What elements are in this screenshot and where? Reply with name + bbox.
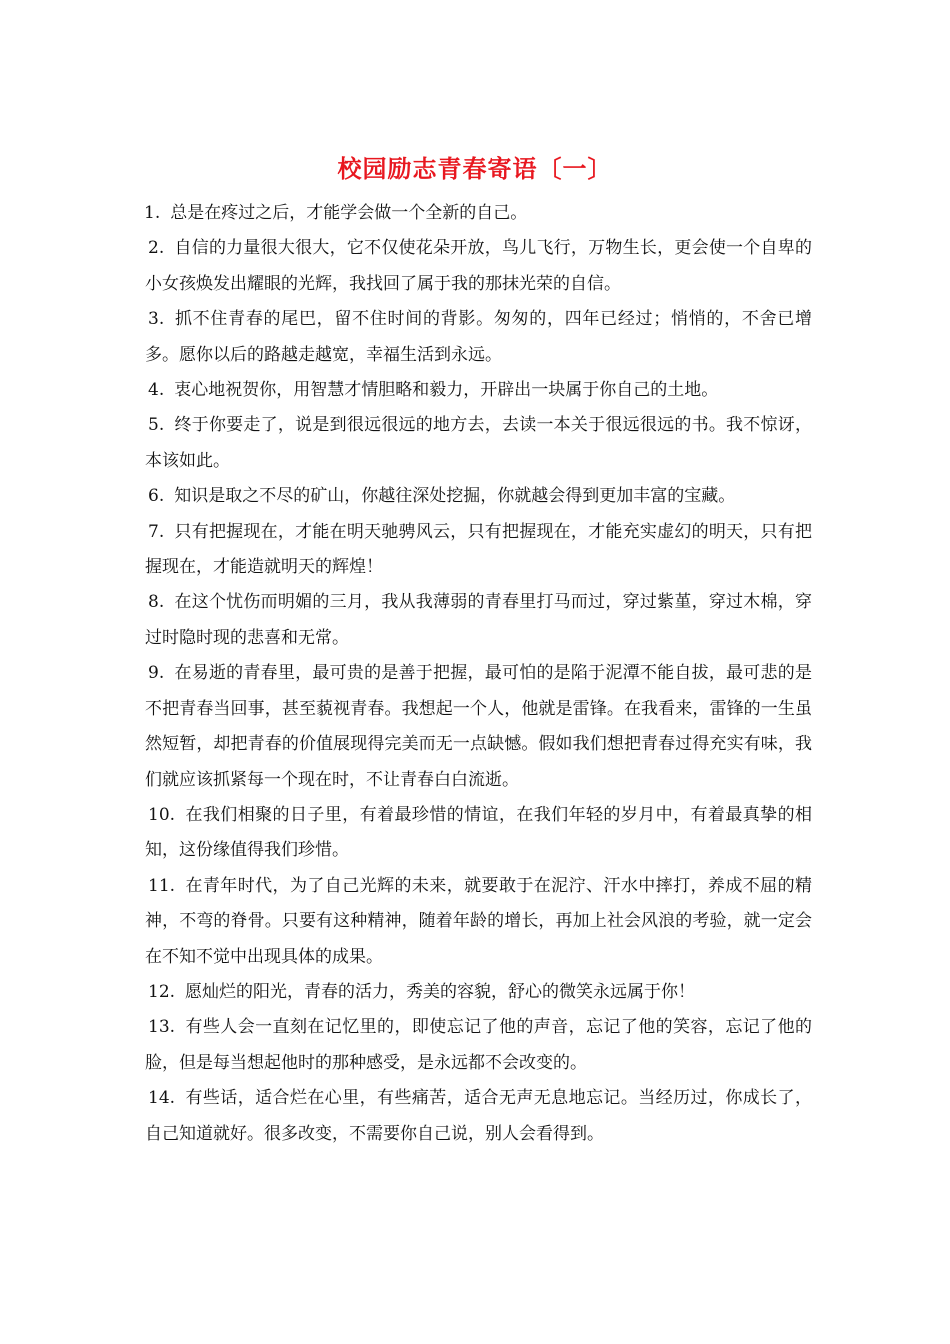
list-item [145,975,812,1010]
item-text: 总是在疼过之后，才能学会做一个全新的自己。 [170,203,528,223]
item-number: 4. [148,380,165,401]
item-number: 7. [148,521,165,542]
list-item [145,196,812,231]
list-item [145,798,812,869]
item-number: 3. [148,309,165,330]
item-number: 5. [148,415,165,436]
list-item [145,1081,812,1152]
item-number: 9. [148,663,165,684]
item-number: 12. [148,981,176,1002]
list-item [145,515,812,586]
item-text: 抓不住青春的尾巴，留不住时间的背影。匆匆的，四年已经过；悄悄的，不舍已增多。愿你以后的路越走越宽，幸福生活到永远。 [145,309,812,365]
item-text: 在我们相聚的日子里，有着最珍惜的情谊，在我们年轻的岁月中，有着最真挚的相知，这份缘值得我们珍惜。 [145,804,812,861]
item-text: 终于你要走了，说是到很远很远的地方去，去读一本关于很远很远的书。我不惊讶，本该如此。 [145,415,812,471]
item-text: 知识是取之不尽的矿山，你越往深处挖掘，你就越会得到更加丰富的宝藏。 [174,486,736,507]
quote-list [145,196,812,1152]
item-number: 11. [148,875,176,896]
item-text: 有些人会一直刻在记忆里的，即使忘记了他的声音，忘记了他的笑容，忘记了他的脸，但是每当想起他时的那种感受，是永远都不会改变的。 [145,1017,812,1073]
item-text: 衷心地祝贺你，用智慧才情胆略和毅力，开辟出一块属于你自己的土地。 [174,380,719,401]
list-item [145,869,812,975]
list-item [145,479,812,514]
item-number: 2. [148,238,165,259]
list-item [145,585,812,656]
item-number: 8. [148,592,165,613]
list-item [145,656,812,798]
item-text: 愿灿烂的阳光，青春的活力，秀美的容貌，舒心的微笑永远属于你！ [185,981,696,1002]
item-text: 在易逝的青春里，最可贵的是善于把握，最可怕的是陷于泥潭不能自拔，最可悲的是不把青春当回事，甚至藐视青春。我想起一个人，他就是雷锋。在我看来，雷锋的一生虽然短暂，却把青春的价值展现得完美而无一点缺憾。假如我们想把青春过得充实有味，我们就应该抓紧每一个现在时，不让青春白白流逝。 [145,663,812,790]
list-item [145,408,812,479]
list-item [145,231,812,302]
item-number: 1. [144,203,161,223]
document-title: 校园励志青春寄语〔一〕 [337,154,613,183]
item-number: 13. [148,1017,176,1038]
list-item [145,1010,812,1081]
item-text: 有些话，适合烂在心里，有些痛苦，适合无声无息地忘记。当经历过，你成长了，自己知道就好。很多改变，不需要你自己说，别人会看得到。 [145,1088,812,1144]
item-text: 在这个忧伤而明媚的三月，我从我薄弱的青春里打马而过，穿过紫堇，穿过木棉，穿过时隐时现的悲喜和无常。 [145,592,812,648]
item-number: 14. [148,1088,176,1109]
item-number: 6. [148,486,165,507]
list-item [145,302,812,373]
item-text: 在青年时代，为了自己光辉的未来，就要敢于在泥泞、汗水中摔打，养成不屈的精神，不弯的脊骨。只要有这种精神，随着年龄的增长，再加上社会风浪的考验，就一定会在不知不觉中出现具体的成果。 [145,875,812,967]
item-number: 10. [148,804,176,825]
item-text: 只有把握现在，才能在明天驰骋风云，只有把握现在，才能充实虚幻的明天，只有把握现在，才能造就明天的辉煌！ [145,521,812,578]
list-item [145,373,812,408]
item-text: 自信的力量很大很大，它不仅使花朵开放，鸟儿飞行，万物生长，更会使一个自卑的小女孩焕发出耀眼的光辉，我找回了属于我的那抹光荣的自信。 [145,238,812,294]
